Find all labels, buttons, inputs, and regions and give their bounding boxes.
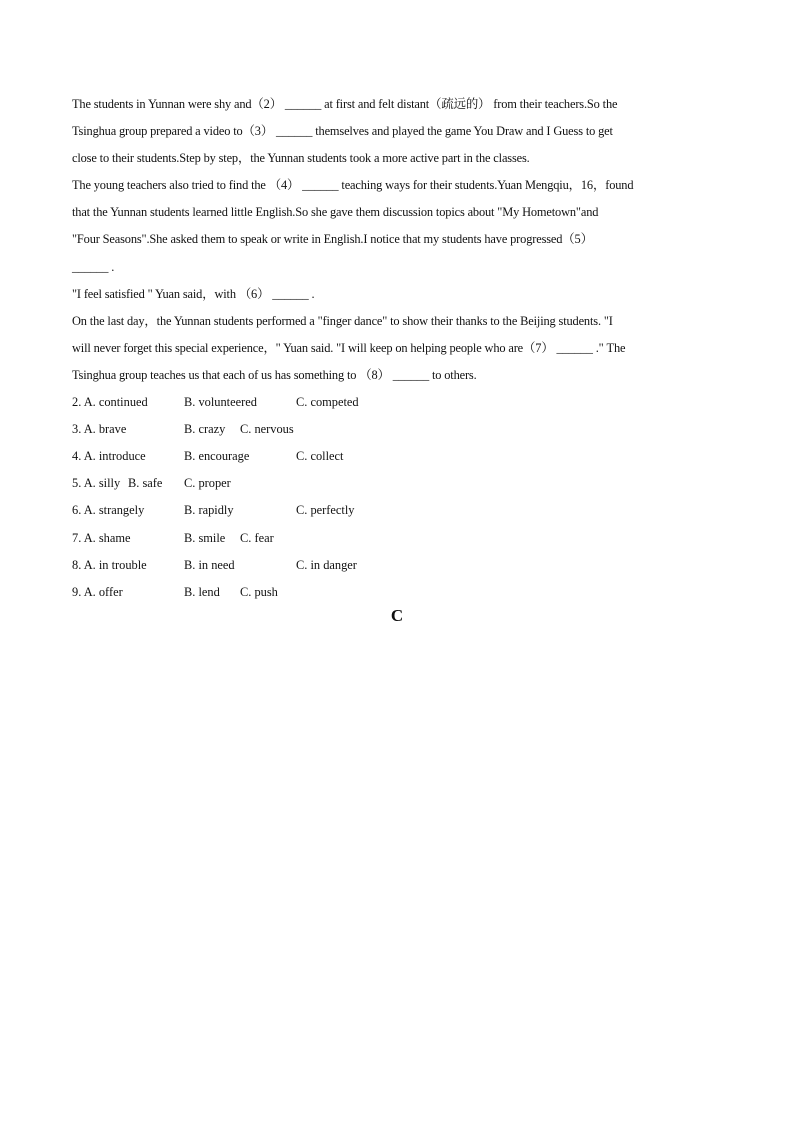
passage-line: "I feel satisfied " Yuan said，with （6） ______ . xyxy=(72,286,315,301)
passage-line: The students in Yunnan were shy and（2） ______ at first and felt distant（疏远的） from their teachers.So the xyxy=(72,97,618,111)
option-a: 2. A. continued xyxy=(72,395,148,410)
option-a: 6. A. strangely xyxy=(72,503,145,518)
question-options xyxy=(72,443,732,470)
option-b: B. lend xyxy=(184,584,220,599)
option-c: C. competed xyxy=(296,395,359,410)
document-page xyxy=(72,91,732,606)
option-a: 5. A. silly xyxy=(72,476,121,491)
passage xyxy=(72,91,732,389)
option-b: B. rapidly xyxy=(184,503,234,518)
passage-line: close to their students.Step by step，the Yunnan students took a more active part in the classes. xyxy=(72,151,530,166)
option-a: 8. A. in trouble xyxy=(72,557,147,572)
option-b: B. safe xyxy=(128,476,163,491)
question-options xyxy=(72,497,732,524)
question-options xyxy=(72,552,732,579)
passage-line: ______ . xyxy=(72,259,115,274)
option-c: C. push xyxy=(240,584,278,599)
section-heading: C xyxy=(390,606,404,625)
option-c: C. nervous xyxy=(240,422,294,437)
question-options xyxy=(72,525,732,552)
option-b: B. encourage xyxy=(184,449,250,464)
option-c: C. collect xyxy=(296,449,344,464)
option-c: C. proper xyxy=(184,476,231,491)
question-options xyxy=(72,389,732,416)
passage-line: "Four Seasons".She asked them to speak or write in English.I notice that my students have progressed（5） xyxy=(72,232,593,247)
passage-line: Tsinghua group teaches us that each of us has something to （8） ______ to others. xyxy=(72,367,477,382)
option-b: B. crazy xyxy=(184,422,226,437)
option-c: C. fear xyxy=(240,530,274,545)
passage-line: The young teachers also tried to find the （4） ______ teaching ways for their students.Yuan Mengqiu，16，found xyxy=(72,178,634,193)
passage-line: On the last day，the Yunnan students performed a "finger dance" to show their thanks to the Beijing students. "I xyxy=(72,313,613,328)
option-a: 7. A. shame xyxy=(72,530,131,545)
option-b: B. volunteered xyxy=(184,395,257,410)
question-options xyxy=(72,579,732,606)
passage-line: Tsinghua group prepared a video to（3） ______ themselves and played the game You Draw and I Guess to get xyxy=(72,124,613,139)
passage-line: will never forget this special experience，" Yuan said. "I will keep on helping people who are（7） ______ ." The xyxy=(72,340,626,355)
option-b: B. in need xyxy=(184,557,235,572)
question-options xyxy=(72,416,732,443)
option-b: B. smile xyxy=(184,530,226,545)
passage-line: that the Yunnan students learned little English.So she gave them discussion topics about "My Hometown"and xyxy=(72,205,599,220)
option-a: 3. A. brave xyxy=(72,422,127,437)
option-a: 9. A. offer xyxy=(72,584,123,599)
option-c: C. perfectly xyxy=(296,503,355,518)
option-c: C. in danger xyxy=(296,557,357,572)
option-a: 4. A. introduce xyxy=(72,449,146,464)
question-options xyxy=(72,470,732,497)
options-list xyxy=(72,389,732,606)
